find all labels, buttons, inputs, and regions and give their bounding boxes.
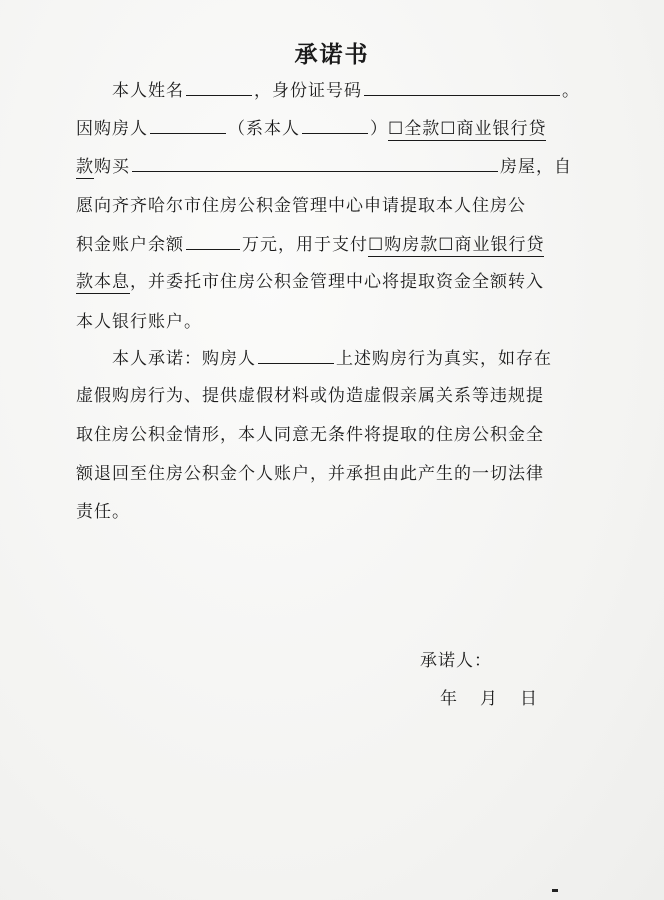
- name-label: 本人姓名: [112, 81, 184, 101]
- payment-method-options[interactable]: ☐全款☐商业银行贷: [388, 119, 547, 139]
- promise-text-4: 额退回至住房公积金个人账户，并承担由此产生的一切法律: [76, 464, 544, 484]
- application-text: 愿向齐齐哈尔市住房公积金管理中心申请提取本人住房公: [76, 196, 526, 216]
- id-label: ，身份证号码: [254, 81, 362, 101]
- promise-text-2: 虚假购房行为、提供虚假材料或伪造虚假亲属关系等违规提: [76, 386, 544, 406]
- house-label: 房屋，自: [500, 157, 572, 177]
- day-label: 日: [520, 689, 538, 709]
- date-line: [440, 684, 538, 709]
- signatory-label: 承诺人：: [420, 651, 492, 671]
- transfer-line: [76, 270, 544, 294]
- account-text: 本人银行账户。: [76, 312, 202, 332]
- buyer-label: 因购房人: [76, 119, 148, 139]
- promise-text-5: 责任。: [76, 502, 130, 522]
- promise-line-2: [76, 384, 544, 408]
- use-options-cont: 款本息: [76, 272, 130, 292]
- id-number-blank[interactable]: [364, 78, 560, 96]
- relation-close: ）: [370, 119, 388, 139]
- promise-line-3: [76, 423, 544, 447]
- application-line: [76, 194, 526, 218]
- month-label: 月: [480, 689, 498, 709]
- end-punct: 。: [562, 81, 580, 101]
- balance-blank[interactable]: [186, 232, 240, 250]
- account-line: [76, 310, 202, 334]
- relation-blank[interactable]: [302, 116, 368, 134]
- unit-label: 万元，用于支付: [242, 235, 368, 255]
- house-address-blank[interactable]: [132, 154, 498, 172]
- promise-text-3: 取住房公积金情形，本人同意无条件将提取的住房公积金全: [76, 425, 544, 445]
- balance-line: [76, 232, 544, 257]
- purchase-text: 购买: [94, 157, 130, 177]
- promise-buyer-blank[interactable]: [258, 346, 334, 364]
- promise-label: 本人承诺：购房人: [112, 349, 256, 369]
- balance-label: 积金账户余额: [76, 235, 184, 255]
- buyer-line: [76, 116, 546, 141]
- promise-line-5: [76, 500, 130, 524]
- payment-method-options-cont: 款: [76, 157, 94, 177]
- scan-mark: [552, 889, 558, 892]
- name-blank[interactable]: [186, 78, 252, 96]
- transfer-text: ，并委托市住房公积金管理中心将提取资金全额转入: [130, 272, 544, 292]
- promise-line-4: [76, 462, 544, 486]
- document-title: 承诺书: [294, 41, 370, 68]
- use-options[interactable]: ☐购房款☐商业银行贷: [368, 235, 545, 255]
- purchase-line: [76, 154, 572, 179]
- promise-rest: 上述购房行为真实，如存在: [336, 349, 552, 369]
- name-id-line: [112, 78, 580, 103]
- year-label: 年: [440, 689, 458, 709]
- buyer-blank[interactable]: [150, 116, 226, 134]
- promise-line: [112, 346, 552, 371]
- relation-open: （系本人: [228, 119, 300, 139]
